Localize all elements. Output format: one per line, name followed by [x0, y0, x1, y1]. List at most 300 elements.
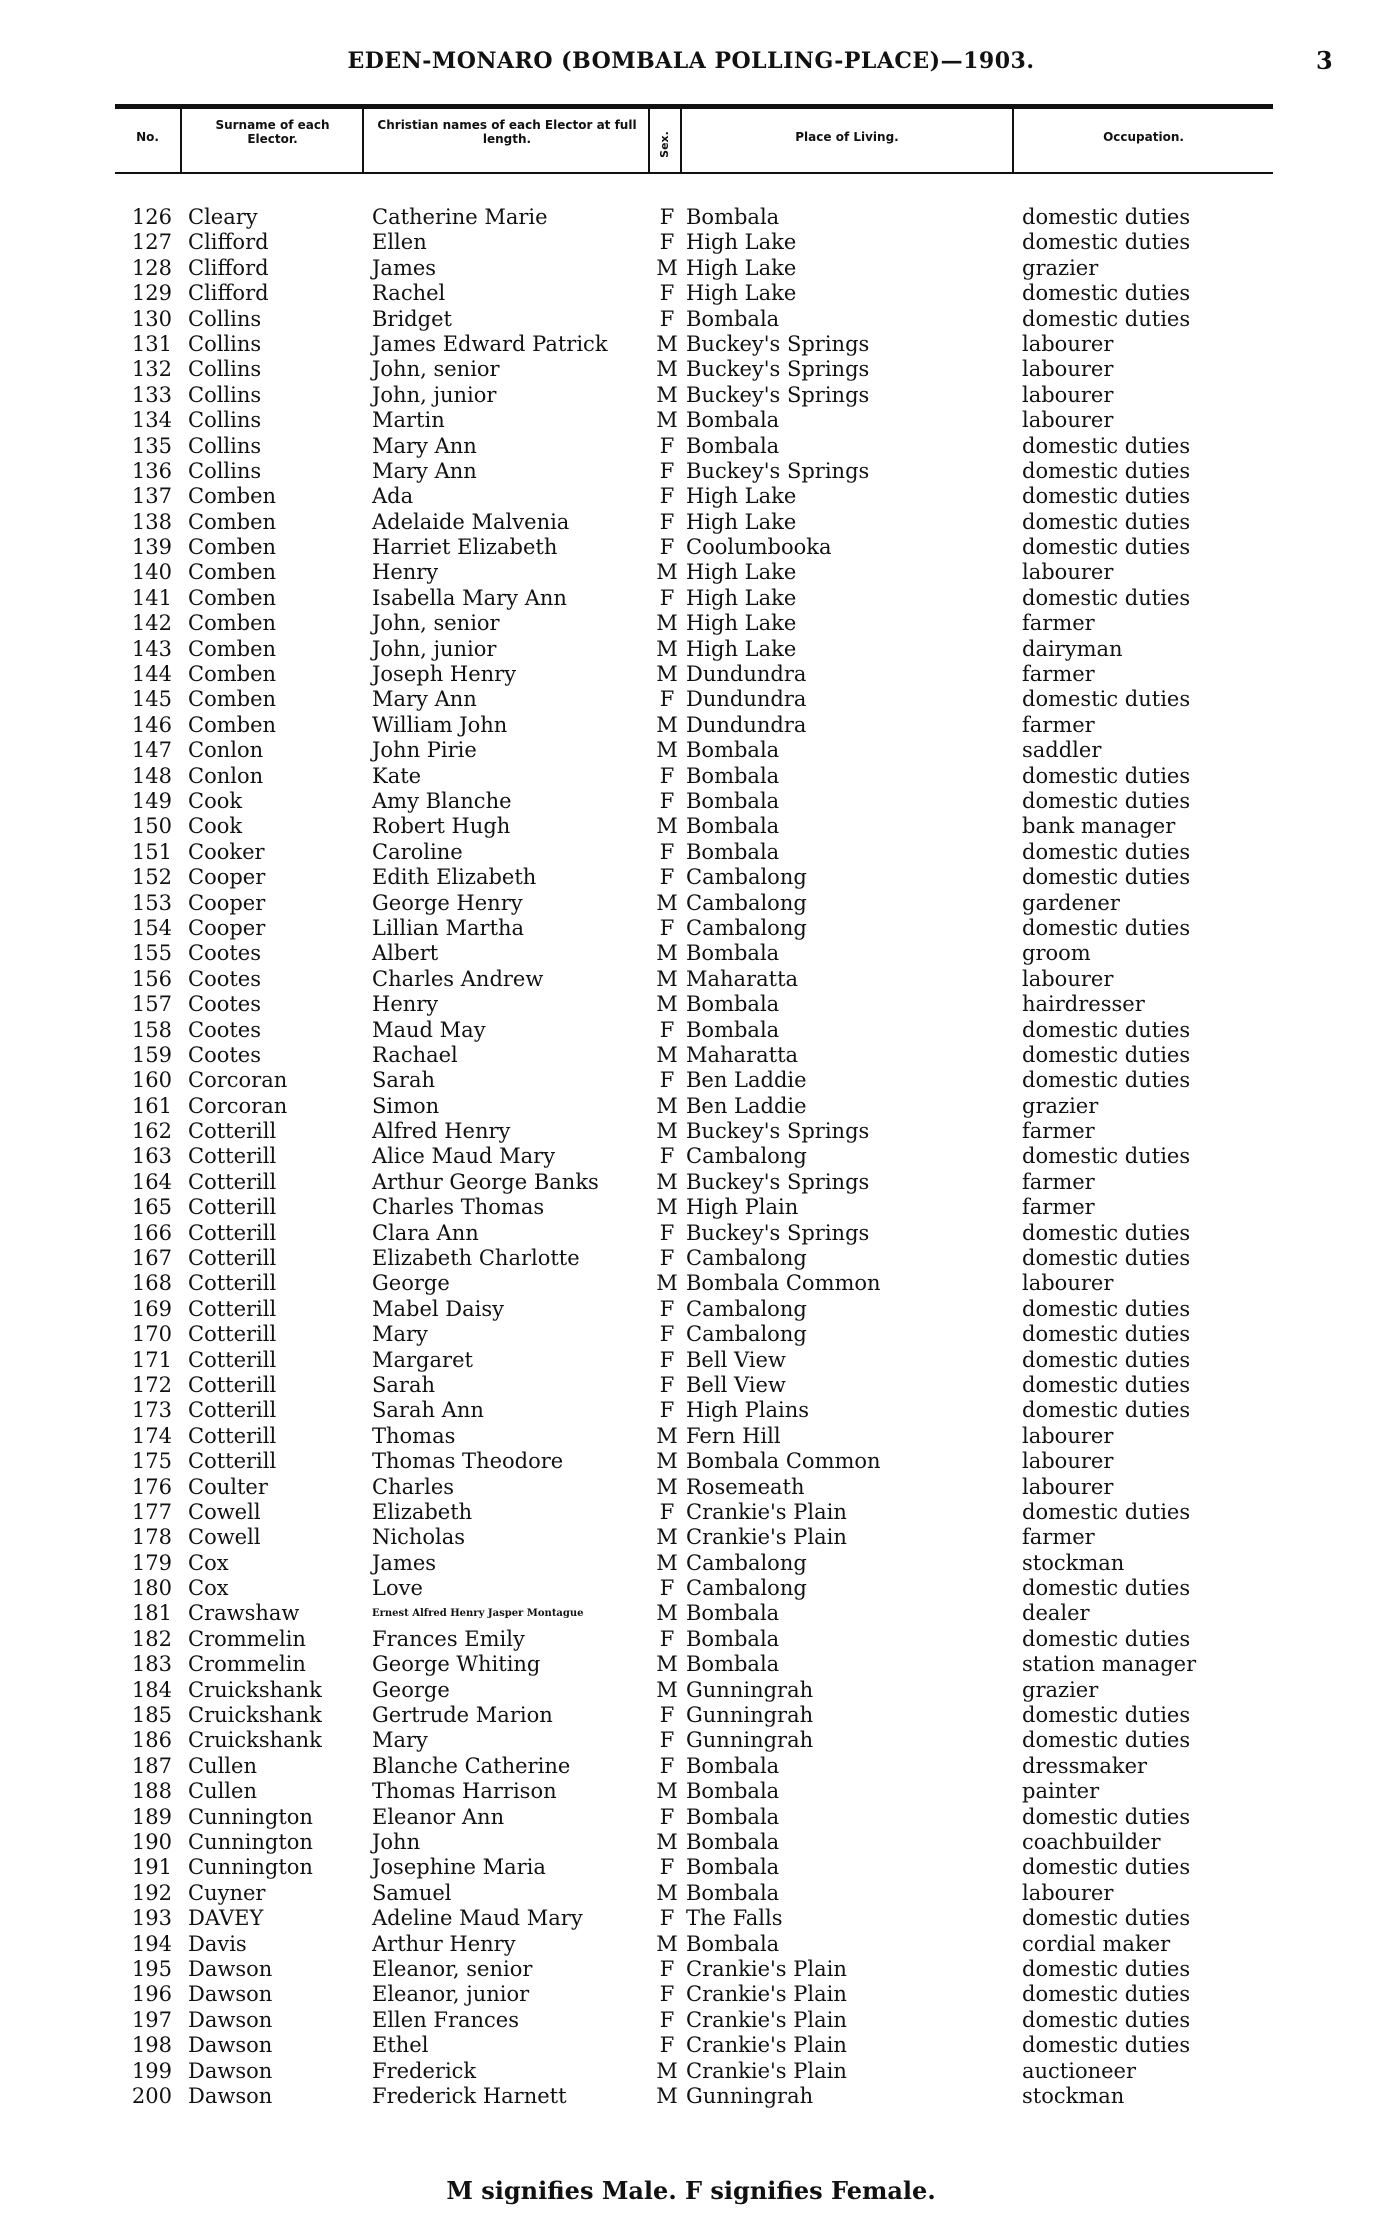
elector-surname: Cruickshank: [188, 1677, 322, 1702]
elector-sex: F: [659, 1906, 675, 1931]
table-row: [0, 738, 1382, 763]
elector-place: Bombala: [686, 992, 780, 1017]
elector-number: 148: [131, 763, 172, 788]
elector-sex: M: [656, 712, 678, 737]
elector-sex: M: [656, 1119, 678, 1144]
elector-occupation: domestic duties: [1022, 915, 1191, 940]
elector-number: 193: [131, 1906, 172, 1931]
elector-surname: Cooker: [188, 839, 265, 864]
elector-number: 152: [131, 865, 172, 890]
elector-sex: M: [656, 662, 678, 687]
elector-surname: Cotterill: [188, 1195, 277, 1220]
table-row: [0, 256, 1382, 281]
elector-place: Cambalong: [686, 1322, 807, 1347]
table-row: [0, 1449, 1382, 1474]
elector-occupation: farmer: [1022, 1169, 1095, 1194]
elector-sex: M: [656, 382, 678, 407]
table-row: [0, 967, 1382, 992]
elector-surname: Clifford: [188, 255, 269, 280]
elector-surname: Cotterill: [188, 1246, 277, 1271]
elector-surname: Collins: [188, 306, 262, 331]
table-row: [0, 408, 1382, 433]
column-divider: [362, 109, 364, 172]
table-row: [0, 687, 1382, 712]
elector-sex: F: [659, 281, 675, 306]
table-row: [0, 891, 1382, 916]
elector-sex: M: [656, 1652, 678, 1677]
elector-occupation: hairdresser: [1022, 992, 1145, 1017]
table-row: [0, 1932, 1382, 1957]
elector-place: Maharatta: [686, 1042, 799, 1067]
elector-surname: Comben: [188, 636, 277, 661]
elector-sex: M: [656, 357, 678, 382]
elector-place: The Falls: [686, 1906, 783, 1931]
elector-occupation: domestic duties: [1022, 484, 1191, 509]
elector-number: 139: [131, 535, 172, 560]
elector-christian-names: Lillian Martha: [372, 915, 525, 940]
elector-surname: Crawshaw: [188, 1601, 300, 1626]
elector-number: 135: [131, 433, 172, 458]
elector-place: Bombala: [686, 788, 780, 813]
elector-number: 134: [131, 408, 172, 433]
elector-christian-names: Mary Ann: [372, 458, 477, 483]
elector-sex: F: [659, 865, 675, 890]
elector-occupation: farmer: [1022, 1195, 1095, 1220]
elector-occupation: domestic duties: [1022, 458, 1191, 483]
elector-surname: Corcoran: [188, 1093, 288, 1118]
elector-place: Dundundra: [686, 712, 807, 737]
elector-occupation: cordial maker: [1022, 1931, 1171, 1956]
elector-surname: Cullen: [188, 1753, 257, 1778]
elector-surname: Collins: [188, 357, 262, 382]
elector-surname: Cotterill: [188, 1398, 277, 1423]
elector-sex: F: [659, 1068, 675, 1093]
elector-surname: Coulter: [188, 1474, 268, 1499]
elector-surname: Comben: [188, 484, 277, 509]
header-christian-names: Christian names of each Elector at full length.: [377, 118, 637, 146]
elector-occupation: domestic duties: [1022, 1246, 1191, 1271]
elector-occupation: domestic duties: [1022, 1956, 1191, 1981]
elector-occupation: domestic duties: [1022, 1626, 1191, 1651]
elector-number: 199: [131, 2058, 172, 2083]
table-row: [0, 1754, 1382, 1779]
elector-place: Cambalong: [686, 890, 807, 915]
elector-surname: Cotterill: [188, 1296, 277, 1321]
elector-christian-names: Alice Maud Mary: [372, 1144, 556, 1169]
elector-place: Bombala: [686, 1626, 780, 1651]
elector-occupation: domestic duties: [1022, 1703, 1191, 1728]
elector-occupation: grazier: [1022, 1093, 1099, 1118]
elector-occupation: labourer: [1022, 382, 1114, 407]
elector-place: Dundundra: [686, 687, 807, 712]
elector-number: 200: [131, 2083, 172, 2108]
elector-christian-names: Alfred Henry: [372, 1119, 511, 1144]
elector-sex: F: [659, 915, 675, 940]
elector-place: Bombala: [686, 408, 780, 433]
elector-christian-names: Albert: [372, 941, 439, 966]
header-sex: Sex.: [657, 130, 671, 158]
elector-occupation: domestic duties: [1022, 1296, 1191, 1321]
elector-place: Bombala: [686, 1855, 780, 1880]
elector-christian-names: Samuel: [372, 1880, 452, 1905]
elector-sex: F: [659, 1296, 675, 1321]
elector-sex: M: [656, 611, 678, 636]
elector-number: 173: [131, 1398, 172, 1423]
elector-number: 184: [131, 1677, 172, 1702]
table-row: [0, 713, 1382, 738]
elector-place: Bombala: [686, 763, 780, 788]
elector-christian-names: Amy Blanche: [372, 788, 512, 813]
elector-number: 174: [131, 1423, 172, 1448]
elector-christian-names: John, junior: [372, 636, 497, 661]
elector-christian-names: Charles Andrew: [372, 966, 544, 991]
elector-occupation: labourer: [1022, 357, 1114, 382]
elector-surname: Collins: [188, 458, 262, 483]
table-row: [0, 2059, 1382, 2084]
elector-sex: M: [656, 255, 678, 280]
elector-number: 161: [131, 1093, 172, 1118]
elector-place: Crankie's Plain: [686, 1499, 847, 1524]
elector-place: Bombala: [686, 738, 780, 763]
elector-sex: M: [656, 1195, 678, 1220]
header-top-rule: [115, 104, 1273, 109]
elector-occupation: farmer: [1022, 712, 1095, 737]
table-row: [0, 941, 1382, 966]
table-row: [0, 1322, 1382, 1347]
table-row: [0, 332, 1382, 357]
elector-surname: Cotterill: [188, 1119, 277, 1144]
elector-occupation: dairyman: [1022, 636, 1123, 661]
elector-sex: M: [656, 1169, 678, 1194]
elector-number: 178: [131, 1525, 172, 1550]
elector-christian-names: Rachael: [372, 1042, 458, 1067]
elector-place: Bombala: [686, 814, 780, 839]
elector-christian-names: Mary Ann: [372, 687, 477, 712]
elector-number: 149: [131, 788, 172, 813]
elector-christian-names: Mary: [372, 1728, 428, 1753]
elector-sex: M: [656, 1474, 678, 1499]
elector-sex: F: [659, 433, 675, 458]
elector-place: Cambalong: [686, 915, 807, 940]
elector-place: Crankie's Plain: [686, 2007, 847, 2032]
elector-sex: M: [656, 2083, 678, 2108]
table-row: [0, 1982, 1382, 2007]
elector-number: 140: [131, 560, 172, 585]
electors-table: [0, 205, 1382, 2109]
page-number: 3: [1316, 46, 1333, 75]
elector-occupation: domestic duties: [1022, 1042, 1191, 1067]
elector-surname: Comben: [188, 509, 277, 534]
table-row: [0, 586, 1382, 611]
elector-sex: M: [656, 1677, 678, 1702]
elector-occupation: domestic duties: [1022, 1144, 1191, 1169]
elector-number: 158: [131, 1017, 172, 1042]
elector-occupation: domestic duties: [1022, 2033, 1191, 2058]
elector-surname: Collins: [188, 331, 262, 356]
elector-surname: Clifford: [188, 230, 269, 255]
elector-christian-names: Ernest Alfred Henry Jasper Montague: [372, 1608, 584, 1620]
elector-christian-names: Ada: [372, 484, 414, 509]
elector-place: Cambalong: [686, 865, 807, 890]
elector-sex: F: [659, 1322, 675, 1347]
table-row: [0, 307, 1382, 332]
elector-christian-names: Sarah: [372, 1068, 435, 1093]
elector-christian-names: Frederick Harnett: [372, 2083, 567, 2108]
elector-sex: M: [656, 636, 678, 661]
elector-number: 142: [131, 611, 172, 636]
elector-christian-names: Kate: [372, 763, 422, 788]
elector-sex: M: [656, 1931, 678, 1956]
elector-place: Buckey's Springs: [686, 1169, 870, 1194]
elector-christian-names: Sarah: [372, 1372, 435, 1397]
elector-number: 179: [131, 1550, 172, 1575]
elector-place: Ben Laddie: [686, 1068, 807, 1093]
table-row: [0, 1652, 1382, 1677]
elector-occupation: grazier: [1022, 1677, 1099, 1702]
elector-christian-names: Arthur George Banks: [372, 1169, 599, 1194]
table-row: [0, 1373, 1382, 1398]
elector-occupation: farmer: [1022, 611, 1095, 636]
elector-place: Cambalong: [686, 1246, 807, 1271]
header-occupation: Occupation.: [1103, 130, 1184, 144]
table-row: [0, 2033, 1382, 2058]
table-row: [0, 992, 1382, 1017]
elector-place: Bombala Common: [686, 1449, 881, 1474]
elector-sex: F: [659, 2007, 675, 2032]
elector-sex: M: [656, 1880, 678, 1905]
elector-sex: F: [659, 1017, 675, 1042]
table-row: [0, 764, 1382, 789]
elector-sex: F: [659, 535, 675, 560]
elector-place: Bombala: [686, 1880, 780, 1905]
elector-sex: F: [659, 1499, 675, 1524]
elector-christian-names: George Henry: [372, 890, 523, 915]
table-row: [0, 1043, 1382, 1068]
table-row: [0, 1855, 1382, 1880]
elector-sex: F: [659, 509, 675, 534]
elector-number: 181: [131, 1601, 172, 1626]
elector-surname: Cotterill: [188, 1322, 277, 1347]
elector-number: 156: [131, 966, 172, 991]
table-row: [0, 1576, 1382, 1601]
elector-christian-names: James: [372, 1550, 437, 1575]
elector-place: Bombala: [686, 1779, 780, 1804]
elector-occupation: domestic duties: [1022, 433, 1191, 458]
elector-place: Bombala: [686, 1017, 780, 1042]
elector-sex: F: [659, 687, 675, 712]
elector-surname: Cowell: [188, 1499, 261, 1524]
elector-sex: M: [656, 1779, 678, 1804]
elector-occupation: domestic duties: [1022, 839, 1191, 864]
elector-surname: Collins: [188, 382, 262, 407]
elector-occupation: labourer: [1022, 1474, 1114, 1499]
elector-number: 136: [131, 458, 172, 483]
elector-christian-names: Mary: [372, 1322, 428, 1347]
table-row: [0, 865, 1382, 890]
table-row: [0, 1627, 1382, 1652]
elector-surname: Cunnington: [188, 1830, 313, 1854]
elector-occupation: auctioneer: [1022, 2058, 1137, 2083]
elector-place: Gunningrah: [686, 1703, 814, 1728]
elector-occupation: coachbuilder: [1022, 1830, 1161, 1854]
elector-place: Bombala: [686, 1931, 780, 1956]
elector-occupation: dealer: [1022, 1601, 1090, 1626]
table-row: [0, 1297, 1382, 1322]
elector-number: 132: [131, 357, 172, 382]
elector-sex: F: [659, 205, 675, 229]
table-row: [0, 1119, 1382, 1144]
elector-occupation: labourer: [1022, 966, 1114, 991]
elector-sex: M: [656, 1550, 678, 1575]
elector-christian-names: Henry: [372, 992, 439, 1017]
elector-sex: F: [659, 1753, 675, 1778]
elector-occupation: labourer: [1022, 1423, 1114, 1448]
elector-christian-names: Henry: [372, 560, 439, 585]
elector-occupation: domestic duties: [1022, 1804, 1191, 1829]
elector-occupation: labourer: [1022, 560, 1114, 585]
table-row: [0, 1398, 1382, 1423]
elector-place: High Lake: [686, 281, 797, 306]
elector-place: Bombala: [686, 1652, 780, 1677]
table-row: [0, 1906, 1382, 1931]
elector-number: 171: [131, 1347, 172, 1372]
elector-christian-names: Frances Emily: [372, 1626, 525, 1651]
elector-sex: F: [659, 484, 675, 509]
elector-sex: M: [656, 1449, 678, 1474]
elector-place: Bombala: [686, 1753, 780, 1778]
table-row: [0, 1678, 1382, 1703]
elector-place: Bombala: [686, 1804, 780, 1829]
elector-sex: F: [659, 1804, 675, 1829]
elector-surname: Cotterill: [188, 1423, 277, 1448]
elector-place: Bombala: [686, 1830, 780, 1854]
elector-place: Bombala: [686, 433, 780, 458]
elector-occupation: domestic duties: [1022, 1982, 1191, 2007]
elector-place: Buckey's Springs: [686, 458, 870, 483]
elector-surname: Cootes: [188, 941, 261, 966]
table-row: [0, 281, 1382, 306]
table-row: [0, 2008, 1382, 2033]
table-row: [0, 1500, 1382, 1525]
elector-surname: Corcoran: [188, 1068, 288, 1093]
table-row: [0, 383, 1382, 408]
elector-place: High Lake: [686, 611, 797, 636]
elector-place: Buckey's Springs: [686, 331, 870, 356]
elector-surname: Cook: [188, 814, 243, 839]
header-place: Place of Living.: [795, 130, 899, 144]
elector-christian-names: Blanche Catherine: [372, 1753, 571, 1778]
elector-christian-names: Caroline: [372, 839, 463, 864]
elector-christian-names: John Pirie: [372, 738, 477, 763]
elector-sex: M: [656, 941, 678, 966]
elector-place: Bombala: [686, 839, 780, 864]
elector-occupation: domestic duties: [1022, 2007, 1191, 2032]
elector-surname: Dawson: [188, 2033, 273, 2058]
table-row: [0, 1348, 1382, 1373]
elector-occupation: domestic duties: [1022, 1372, 1191, 1397]
elector-surname: Cooper: [188, 890, 266, 915]
elector-number: 167: [131, 1246, 172, 1271]
table-row: [0, 484, 1382, 509]
table-row: [0, 1246, 1382, 1271]
table-row: [0, 1728, 1382, 1753]
elector-surname: Comben: [188, 560, 277, 585]
elector-occupation: domestic duties: [1022, 1068, 1191, 1093]
elector-christian-names: Simon: [372, 1093, 440, 1118]
elector-surname: Cullen: [188, 1779, 257, 1804]
elector-number: 185: [131, 1703, 172, 1728]
table-row: [0, 1144, 1382, 1169]
elector-place: Dundundra: [686, 662, 807, 687]
elector-surname: Cowell: [188, 1525, 261, 1550]
elector-number: 150: [131, 814, 172, 839]
elector-occupation: grazier: [1022, 255, 1099, 280]
elector-sex: F: [659, 1728, 675, 1753]
header-no: No.: [136, 130, 159, 144]
elector-christian-names: Eleanor, junior: [372, 1982, 530, 2007]
elector-number: 187: [131, 1753, 172, 1778]
elector-number: 189: [131, 1804, 172, 1829]
elector-place: Gunningrah: [686, 2083, 814, 2108]
table-row: [0, 1830, 1382, 1855]
elector-surname: Comben: [188, 535, 277, 560]
table-row: [0, 1957, 1382, 1982]
elector-occupation: domestic duties: [1022, 306, 1191, 331]
elector-surname: Dawson: [188, 2007, 273, 2032]
elector-place: Bombala: [686, 1601, 780, 1626]
table-row: [0, 2084, 1382, 2109]
elector-occupation: domestic duties: [1022, 1906, 1191, 1931]
elector-surname: Cotterill: [188, 1372, 277, 1397]
elector-surname: Cleary: [188, 205, 258, 229]
elector-occupation: domestic duties: [1022, 1728, 1191, 1753]
elector-number: 130: [131, 306, 172, 331]
elector-number: 141: [131, 585, 172, 610]
elector-number: 131: [131, 331, 172, 356]
table-row: [0, 459, 1382, 484]
table-row: [0, 1805, 1382, 1830]
elector-occupation: stockman: [1022, 2083, 1125, 2108]
elector-christian-names: Thomas Theodore: [372, 1449, 564, 1474]
elector-place: Buckey's Springs: [686, 1119, 870, 1144]
elector-occupation: labourer: [1022, 1449, 1114, 1474]
column-divider: [180, 109, 182, 172]
elector-sex: F: [659, 1956, 675, 1981]
elector-surname: Cootes: [188, 1042, 261, 1067]
page-title: EDEN-MONARO (BOMBALA POLLING-PLACE)—1903.: [347, 48, 1035, 74]
elector-sex: M: [656, 1271, 678, 1296]
elector-number: 197: [131, 2007, 172, 2032]
elector-number: 195: [131, 1956, 172, 1981]
table-row: [0, 1094, 1382, 1119]
elector-christian-names: Adeline Maud Mary: [372, 1906, 583, 1931]
elector-christian-names: Frederick: [372, 2058, 477, 2083]
elector-occupation: gardener: [1022, 890, 1120, 915]
elector-christian-names: Margaret: [372, 1347, 473, 1372]
elector-occupation: domestic duties: [1022, 788, 1191, 813]
elector-occupation: farmer: [1022, 1525, 1095, 1550]
elector-surname: Cootes: [188, 966, 261, 991]
elector-place: High Lake: [686, 509, 797, 534]
elector-number: 154: [131, 915, 172, 940]
elector-occupation: bank manager: [1022, 814, 1176, 839]
elector-number: 186: [131, 1728, 172, 1753]
elector-sex: M: [656, 1093, 678, 1118]
elector-christian-names: Mary Ann: [372, 433, 477, 458]
elector-surname: Comben: [188, 687, 277, 712]
elector-place: Coolumbooka: [686, 535, 832, 560]
elector-sex: M: [656, 966, 678, 991]
